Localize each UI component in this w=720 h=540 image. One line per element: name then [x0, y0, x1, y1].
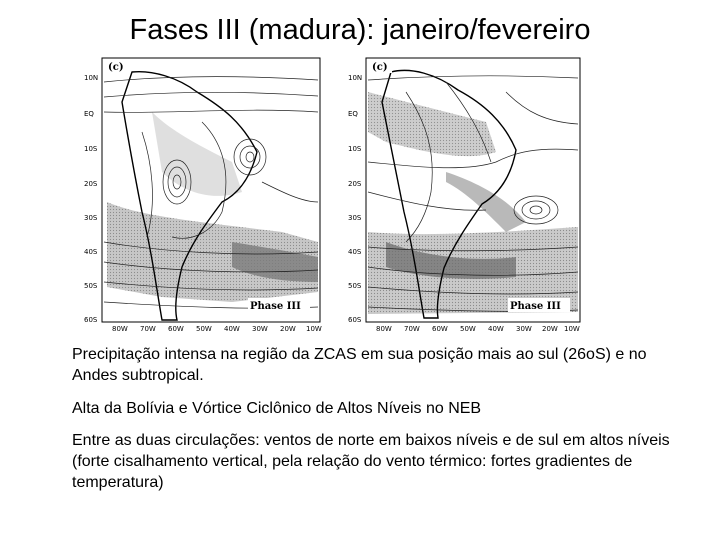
phase-label-right: Phase III [510, 301, 561, 312]
lon-label: 80W [112, 325, 128, 333]
lat-label: 20S [348, 180, 362, 188]
streamline-map-high-level [346, 52, 588, 334]
panel-label-left: (c) [108, 62, 124, 73]
streamline-map-figure-left [82, 52, 324, 334]
phase-label-left: Phase III [250, 301, 301, 312]
lon-label: 30W [252, 325, 268, 333]
lon-label: 50W [196, 325, 212, 333]
lat-label: 40S [84, 248, 98, 256]
paragraph-bolivian-high: Alta da Bolívia e Vórtice Ciclônico de Altos Níveis no NEB [72, 400, 482, 417]
lon-label: 20W [280, 325, 296, 333]
lon-label: 70W [140, 325, 156, 333]
lat-label: 10N [348, 74, 363, 82]
lat-label: 60S [348, 316, 362, 324]
lon-label: 50W [460, 325, 476, 333]
paragraph-precipitation: Precipitação intensa na região da ZCAS em sua posição mais ao sul (26oS) e no Andes subtropical. [72, 346, 647, 384]
lon-label: 80W [376, 325, 392, 333]
lon-label: 60W [168, 325, 184, 333]
lon-label: 60W [432, 325, 448, 333]
lat-label: 50S [348, 282, 362, 290]
slide-title: Fases III (madura): janeiro/fevereiro [129, 14, 591, 46]
lat-label: EQ [84, 110, 94, 118]
streamline-map-figure-right [346, 52, 588, 334]
lon-label: 20W [542, 325, 558, 333]
lat-label: 40S [348, 248, 362, 256]
lon-label: 40W [488, 325, 504, 333]
lat-label: 30S [348, 214, 362, 222]
lat-label: 50S [84, 282, 98, 290]
lat-label: 30S [84, 214, 98, 222]
lat-label: 60S [84, 316, 98, 324]
lon-label: 30W [516, 325, 532, 333]
lon-label: 70W [404, 325, 420, 333]
panel-label-right: (c) [372, 62, 388, 73]
streamline-map-low-level [82, 52, 324, 334]
lon-label: 40W [224, 325, 240, 333]
paragraph-wind-shear: Entre as duas circulações: ventos de norte em baixos níveis e de sul em altos níveis (forte cisalhamento vertical, pela relação do vento térmico: fortes gradientes de temperatura) [72, 432, 670, 491]
lat-label: EQ [348, 110, 358, 118]
lat-label: 20S [84, 180, 98, 188]
lon-label: 10W [564, 325, 580, 333]
lat-label: 10S [348, 145, 362, 153]
lat-label: 10S [84, 145, 98, 153]
lat-label: 10N [84, 74, 99, 82]
lon-label: 10W [306, 325, 322, 333]
